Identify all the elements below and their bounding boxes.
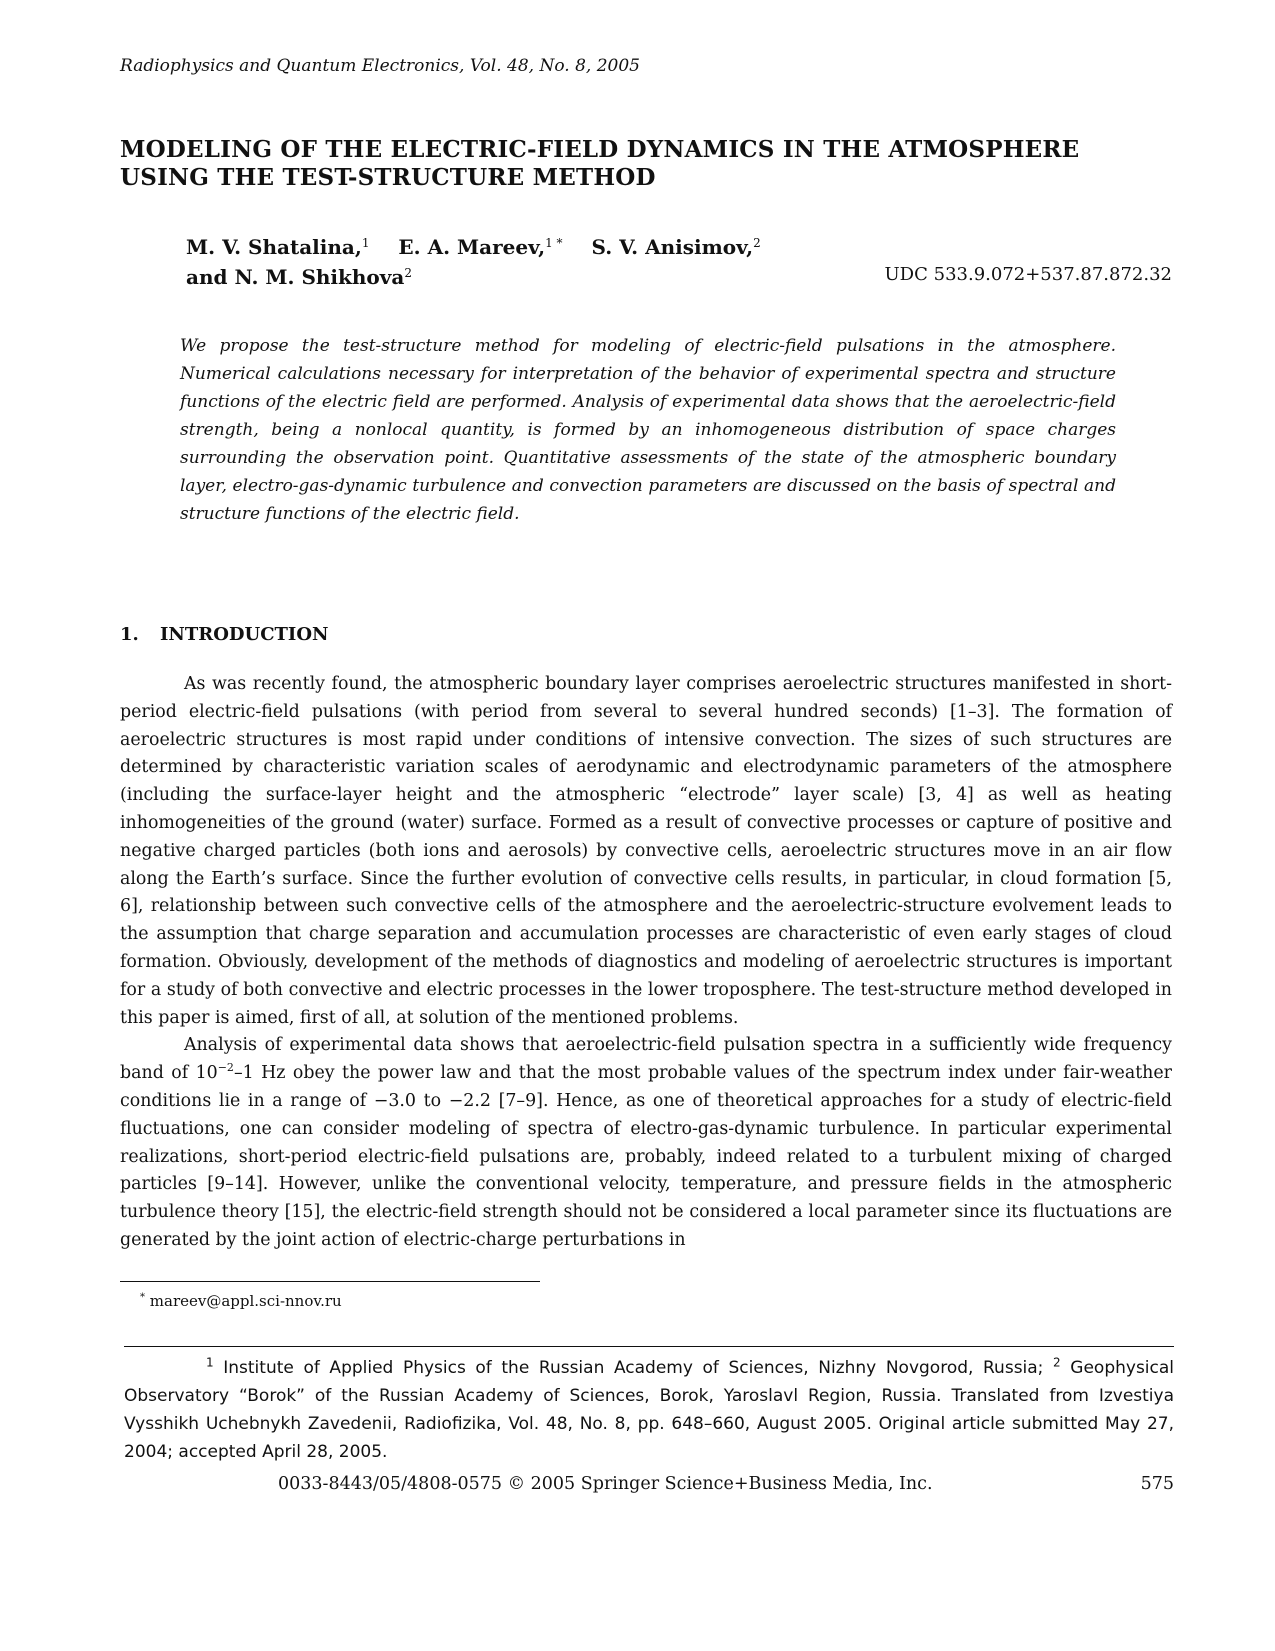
affiliation-mark: 2 [404,266,412,280]
affiliation-divider [124,1346,1174,1347]
abstract: We propose the test-structure method for modeling of electric-field pulsations in the atmosphere. Numerical calculations necessary for interpretation of the behavior of experimental spectra and structure functions of the electric field are performed. Analysis of experimental data shows that the aeroelectric-field strength, being a nonlocal quantity, is formed by an inhomogeneous distribution of space charges surrounding the observation point. Quantitative assessments of the state of the atmospheric boundary layer, electro-gas-dynamic turbulence and convection parameters are discussed on the basis of spectral and structure functions of the electric field. [180,336,1116,524]
title-line-2: USING THE TEST-STRUCTURE METHOD [120,164,656,191]
copyright-line: 0033-8443/05/4808-0575 © 2005 Springer Science+Business Media, Inc. [278,1474,933,1494]
affiliation-mark: 2 [753,236,761,250]
author-name: M. V. Shatalina, [186,235,362,259]
author-name: E. A. Mareev, [398,235,546,259]
paper-title [120,136,1180,192]
page-number: 575 [1140,1474,1174,1494]
section-number: 1. [120,624,139,645]
journal-header: Radiophysics and Quantum Electronics, Vol. 48, No. 8, 2005 [120,56,640,76]
footnote-email: mareev@appl.sci-nnov.ru [149,1292,342,1310]
paragraph-2: Analysis of experimental data shows that aeroelectric-field pulsation spectra in a sufficiently wide frequency band of $10^{-2}-1$ Hz obey the power law and that the most probable values of the spectrum index under fair-weather conditions lie in a range of −3.0 to −2.2 [7–9]. Hence, as one of theoretical approaches for a study of electric-field fluctuations, one can consider modeling of spectra of electro-gas-dynamic turbulence. In particular experimental realizations, short-period electric-field pulsations are, probably, indeed related to a turbulent mixing of charged particles [9–14]. However, unlike the conventional velocity, temperature, and pressure fields in the atmospheric turbulence theory [15], the electric-field strength should not be considered a local parameter since its fluctuations are generated by the joint action of electric-charge perturbations in [120,1035,1172,1250]
author-line-1 [186,232,761,262]
affiliation-mark: 1 [361,236,370,250]
author-list [186,232,761,292]
section-title: INTRODUCTION [160,624,329,645]
affiliation-block: $^1$ Institute of Applied Physics of the Russian Academy of Sciences, Nizhny Novgorod, Russia; $^2$ Geophysical Observatory “Borok” of the Russian Academy of Sciences, Borok, Yaroslavl Region, Russia. Translated from Izvestiya Vysshikh Uchebnykh Zavedenii, Radiofizika, Vol. 48, No. 8, pp. 648–660, August 2005. Original article submitted May 27, 2004; accepted April 28, 2005. [124,1355,1175,1462]
footnote [140,1292,342,1310]
paragraph-1: As was recently found, the atmospheric boundary layer comprises aeroelectric structures manifested in short-period electric-field pulsations (with period from several to several hundred seconds) [1–3]. The formation of aeroelectric structures is most rapid under conditions of intensive convection. The sizes of such structures are determined by characteristic variation scales of aerodynamic and electrodynamic parameters of the atmosphere (including the surface-layer height and the atmospheric “electrode” layer scale) [3, 4] as well as heating inhomogeneities of the ground (water) surface. Formed as a result of convective processes or capture of positive and negative charged particles (both ions and aerosols) by convective cells, aeroelectric structures move in an air flow along the Earth’s surface. Since the further evolution of convective cells results, in particular, in cloud formation [5, 6], relationship between such convective cells of the atmosphere and the aeroelectric-structure evolvement leads to the assumption that charge separation and accumulation processes are characteristic of even early stages of cloud formation. Obviously, development of the methods of diagnostics and modeling of aeroelectric structures is important for a study of both convective and electric processes in the lower troposphere. The test-structure method developed in this paper is aimed, first of all, at solution of the mentioned problems. [120,674,1172,1028]
author-name: S. V. Anisimov, [591,235,754,259]
affiliation-mark: 1 * [545,236,563,250]
author-line-2 [186,262,761,292]
author-name: and N. M. Shikhova [186,265,405,289]
title-line-1: MODELING OF THE ELECTRIC-FIELD DYNAMICS IN THE ATMOSPHERE [120,136,1080,163]
exponent: −2 [217,1061,234,1075]
udc-code: UDC 533.9.072+537.87.872.32 [884,264,1172,285]
footnote-divider [120,1281,540,1282]
footnote-mark: * [140,1292,145,1303]
body-text [120,671,1172,1255]
section-heading [120,624,329,645]
